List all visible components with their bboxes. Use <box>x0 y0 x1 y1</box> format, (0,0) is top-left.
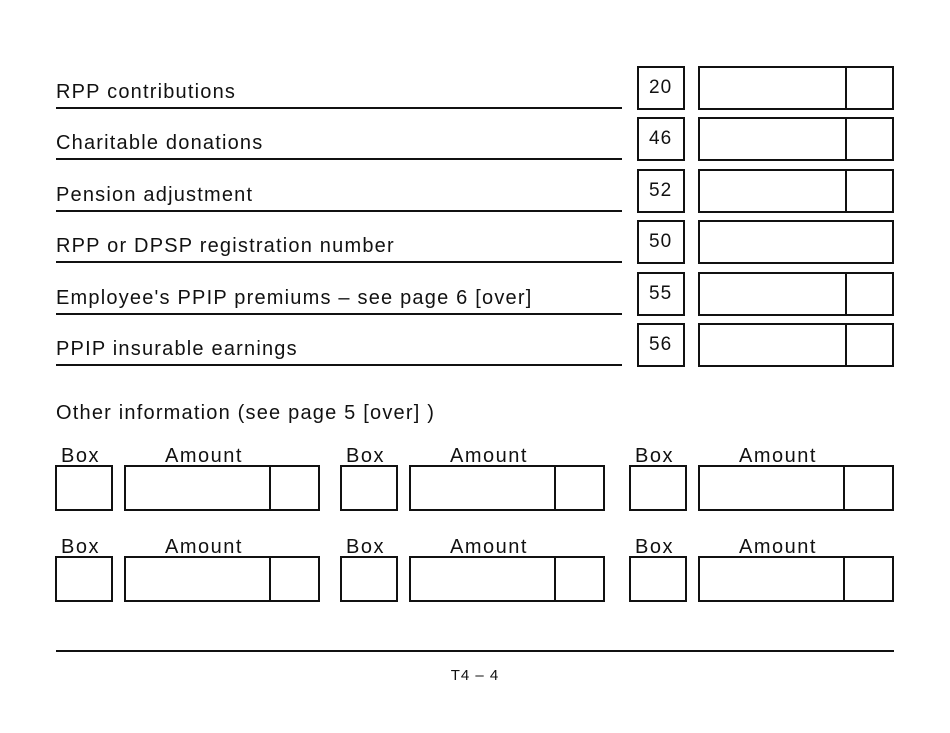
box-header: Box <box>635 536 674 558</box>
cents-field[interactable] <box>845 171 892 211</box>
amount-header: Amount <box>165 536 243 558</box>
row-underline <box>56 364 622 366</box>
box-header: Box <box>346 536 385 558</box>
row-registration-number <box>0 221 950 267</box>
row-label: Charitable donations <box>56 132 264 154</box>
cents-field[interactable] <box>845 325 892 365</box>
box-header: Box <box>61 536 100 558</box>
other-info-entry <box>340 536 610 616</box>
box-number-field[interactable] <box>55 465 113 511</box>
other-info-entry <box>55 536 325 616</box>
amount-field[interactable] <box>409 556 605 602</box>
other-information-heading: Other information (see page 5 [over] ) <box>56 402 436 424</box>
box-header: Box <box>346 445 385 467</box>
cents-field[interactable] <box>269 558 318 600</box>
box-code: 55 <box>637 272 685 316</box>
row-underline <box>56 107 622 109</box>
cents-field[interactable] <box>843 467 892 509</box>
cents-field[interactable] <box>845 68 892 108</box>
box-code: 52 <box>637 169 685 213</box>
row-label: RPP or DPSP registration number <box>56 235 395 257</box>
cents-field[interactable] <box>554 467 603 509</box>
box-header: Box <box>61 445 100 467</box>
row-charitable-donations <box>0 118 950 164</box>
box-code: 56 <box>637 323 685 367</box>
amount-header: Amount <box>450 445 528 467</box>
row-ppip-premiums <box>0 273 950 319</box>
other-info-entry <box>55 445 325 525</box>
box-number-field[interactable] <box>55 556 113 602</box>
cents-field[interactable] <box>554 558 603 600</box>
other-info-entry <box>629 536 899 616</box>
row-underline <box>56 261 622 263</box>
amount-field[interactable] <box>124 556 320 602</box>
amount-field[interactable] <box>698 465 894 511</box>
amount-field[interactable] <box>698 117 894 161</box>
box-code: 20 <box>637 66 685 110</box>
other-info-entry <box>629 445 899 525</box>
other-info-entry <box>340 445 610 525</box>
row-label: Pension adjustment <box>56 184 254 206</box>
amount-header: Amount <box>450 536 528 558</box>
box-header: Box <box>635 445 674 467</box>
amount-field[interactable] <box>698 169 894 213</box>
box-code: 50 <box>637 220 685 264</box>
amount-field[interactable] <box>124 465 320 511</box>
registration-number-field[interactable] <box>698 220 894 264</box>
row-rpp-contributions <box>0 67 950 113</box>
row-label: Employee's PPIP premiums – see page 6 [over] <box>56 287 533 309</box>
amount-field[interactable] <box>698 272 894 316</box>
amount-field[interactable] <box>698 66 894 110</box>
row-ppip-insurable-earnings <box>0 324 950 370</box>
amount-header: Amount <box>739 536 817 558</box>
row-label: RPP contributions <box>56 81 237 103</box>
row-pension-adjustment <box>0 170 950 216</box>
box-number-field[interactable] <box>629 556 687 602</box>
box-number-field[interactable] <box>340 465 398 511</box>
row-underline <box>56 313 622 315</box>
amount-header: Amount <box>165 445 243 467</box>
cents-field[interactable] <box>845 274 892 314</box>
row-underline <box>56 210 622 212</box>
amount-field[interactable] <box>409 465 605 511</box>
amount-field[interactable] <box>698 323 894 367</box>
cents-field[interactable] <box>269 467 318 509</box>
page-number: T4 – 4 <box>450 667 500 684</box>
box-number-field[interactable] <box>340 556 398 602</box>
footer-divider <box>56 650 894 652</box>
row-underline <box>56 158 622 160</box>
cents-field[interactable] <box>843 558 892 600</box>
amount-header: Amount <box>739 445 817 467</box>
row-label: PPIP insurable earnings <box>56 338 298 360</box>
amount-field[interactable] <box>698 556 894 602</box>
box-number-field[interactable] <box>629 465 687 511</box>
cents-field[interactable] <box>845 119 892 159</box>
box-code: 46 <box>637 117 685 161</box>
